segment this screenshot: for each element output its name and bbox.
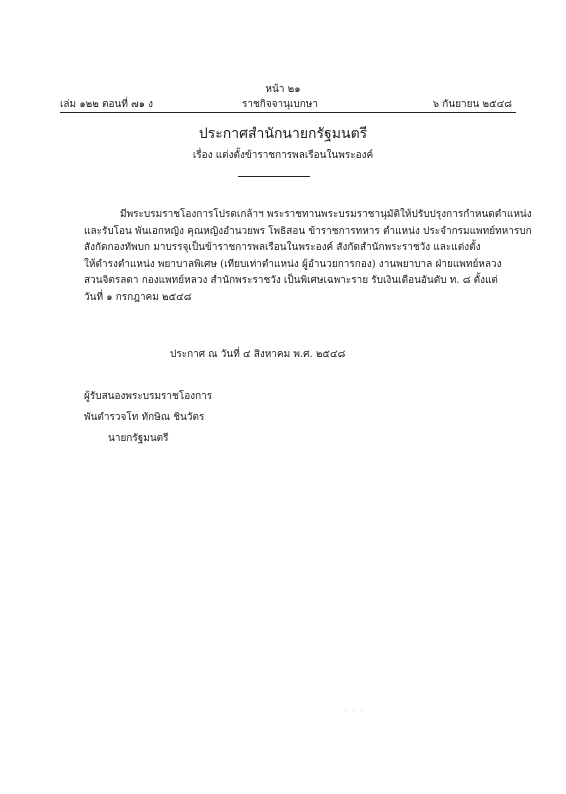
countersign-label: ผู้รับสนองพระบรมราชโองการ	[84, 391, 213, 402]
separator-line	[238, 176, 310, 177]
gazette-name: ราชกิจจานุเบกษา	[241, 99, 319, 110]
body-line: สวนจิตรลดา กองแพทย์หลวง สำนักพระราชวัง เป็นพิเศษเฉพาะราย รับเงินเดือนอันดับ ท. ๘ ตั้งแต่	[84, 275, 498, 286]
signature-block	[84, 386, 212, 449]
body-line: วันที่ ๑ กรกฎาคม ๒๕๔๘	[84, 291, 192, 303]
signatory-name: พันตำรวจโท ทักษิณ ชินวัตร	[84, 412, 205, 423]
announcement-date: ประกาศ ณ วันที่ ๔ สิงหาคม พ.ศ. ๒๕๔๘	[170, 349, 346, 360]
announcement-title: ประกาศสำนักนายกรัฐมนตรี	[198, 126, 368, 142]
header-date: ๖ กันยายน ๒๕๔๘	[432, 99, 512, 110]
announcement-subject: เรื่อง แต่งตั้งข้าราชการพลเรือนในพระองค์	[192, 150, 374, 161]
volume-issue: เล่ม ๑๒๒ ตอนที่ ๗๑ ง	[60, 99, 154, 110]
body-line: ให้ดำรงตำแหน่ง พยาบาลพิเศษ (เทียบเท่าตำแหน่ง ผู้อำนวยการกอง) งานพยาบาล ฝ่ายแพทย์หลวง	[84, 258, 502, 270]
announcement-body	[84, 207, 532, 306]
header-rule	[60, 112, 516, 113]
body-line: มีพระบรมราชโองการโปรดเกล้าฯ พระราชทานพระบรมราชานุมัติให้ปรับปรุงการกำหนดตำแหน่ง	[120, 209, 532, 220]
scan-specks: · · ·	[345, 708, 365, 715]
body-line: และรับโอน พันเอกหญิง คุณหญิงอำนวยพร โพธิสอน ข้าราชการทหาร ตำแหน่ง ประจำกรมแพทย์ทหารบก	[84, 225, 532, 237]
signatory-position: นายกรัฐมนตรี	[108, 433, 169, 444]
body-line: สังกัดกองทัพบก มาบรรจุเป็นข้าราชการพลเรือนในพระองค์ สังกัดสำนักพระราชวัง และแต่งตั้ง	[84, 242, 481, 253]
page-number: หน้า ๒๑	[265, 84, 301, 95]
